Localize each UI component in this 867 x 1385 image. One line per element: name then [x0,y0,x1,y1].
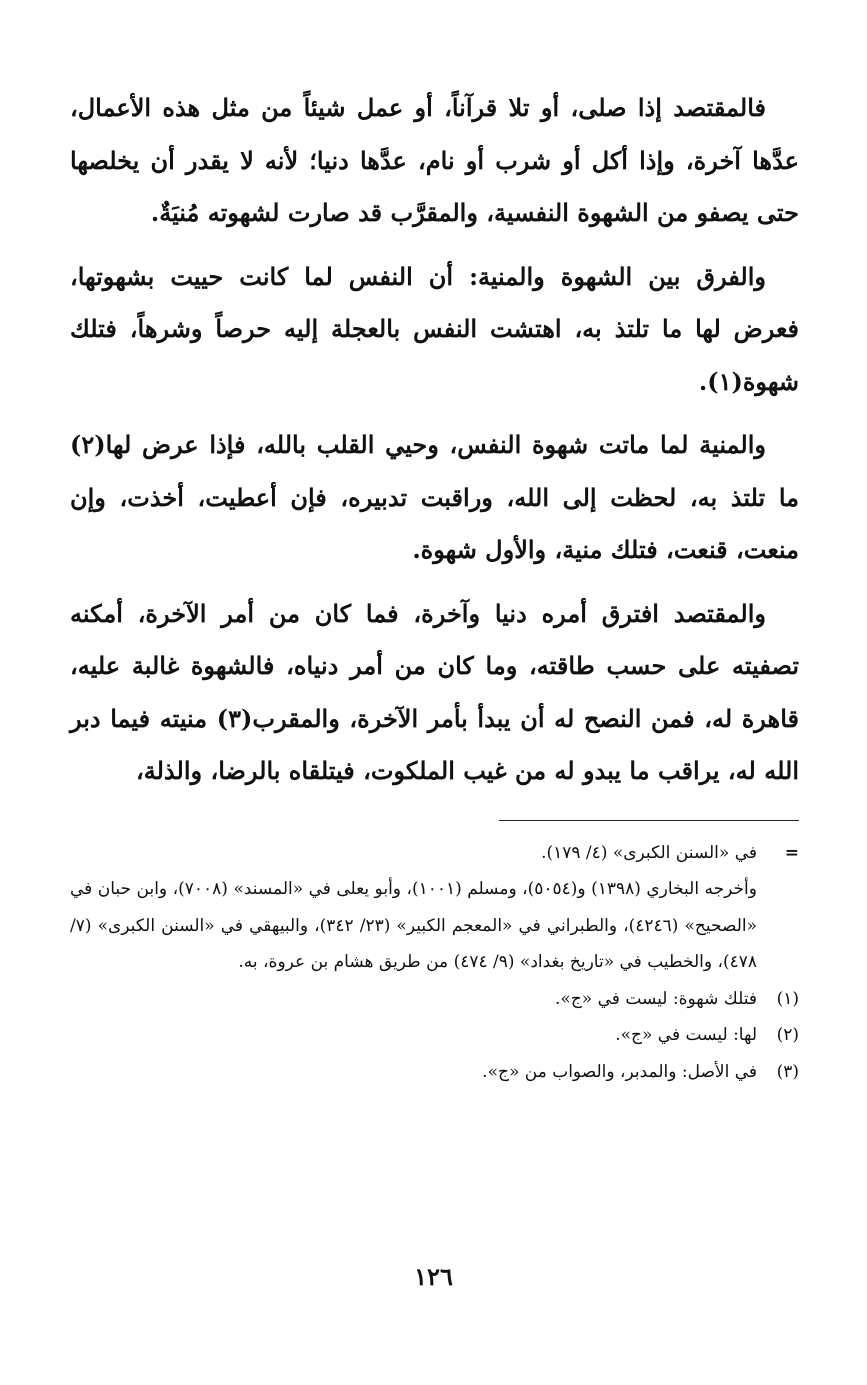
page-number: ١٢٦ [414,1262,453,1291]
continuation-mark: = [784,842,799,863]
main-text [70,82,799,798]
footnote-continuation [70,835,799,872]
footnote-number: (١) [776,988,799,1009]
continuation-first-line: في «السنن الكبرى» (٤/ ١٧٩). [541,842,757,863]
footnote-number: (٣) [776,1061,799,1082]
footnote-1 [70,981,799,1018]
footnote-text: في الأصل: والمدبر، والصواب من «ج». [482,1061,757,1082]
paragraph-2: والفرق بين الشهوة والمنية: أن النفس لما كانت حييت بشهوتها، فعرض لها ما تلتذ به، اهتشت النفس بالعجلة إليه حرصاً وشرهاً، فتلك شهوة(١). [70,261,799,396]
footnote-separator [499,820,799,821]
paragraph-4: والمقتصد افترق أمره دنيا وآخرة، فما كان من أمر الآخرة، أمكنه تصفيته على حسب طاقته، وما كان من أمر دنياه، فالشهوة غالبة عليه، قاهرة له، فمن النصح له أن يبدأ بأمر الآخرة، والمقرب(٣) منيته فيما دبر الله له، يراقب ما يبدو له من غيب الملكوت، فيتلقاه بالرضا، والذلة، [70,598,799,785]
footnote-2 [70,1017,799,1054]
footnote-3 [70,1054,799,1091]
footnotes [70,835,799,1091]
paragraph-1: فالمقتصد إذا صلى، أو تلا قرآناً، أو عمل شيئاً من مثل هذه الأعمال، عدَّها آخرة، وإذا أكل أو شرب أو نام، عدَّها دنيا؛ لأنه لا يقدر أن يخلصها حتى يصفو من الشهوة النفسية، والمقرَّب قد صارت لشهوته مُنيَةٌ. [70,93,799,227]
footnote-number: (٢) [776,1025,799,1045]
footnote-text: فتلك شهوة: ليست في «ج». [555,988,757,1009]
footnote-text: لها: ليست في «ج». [615,1025,757,1045]
footnote-continuation-text: وأخرجه البخاري (١٣٩٨) و(٥٠٥٤)، ومسلم (١٠٠١)، وأبو يعلى في «المسند» (٧٠٠٨)، وابن حبان في «الصحيح» (٤٢٤٦)، والطبراني في «المعجم الكبير» (٢٣/ ٣٤٢)، والبيهقي في «السنن الكبرى» (٧/ ٤٧٨)، والخطيب في «تاريخ بغداد» (٩/ ٤٧٤) من طريق هشام بن عروة، به. [70,879,758,972]
page-content [70,82,799,1090]
paragraph-3: والمنية لما ماتت شهوة النفس، وحيي القلب بالله، فإذا عرض لها(٢) ما تلتذ به، لحظت إلى الله، وراقبت تدبيره، فإن أعطيت، أخذت، وإن منعت، قنعت، فتلك منية، والأول شهوة. [70,430,799,564]
